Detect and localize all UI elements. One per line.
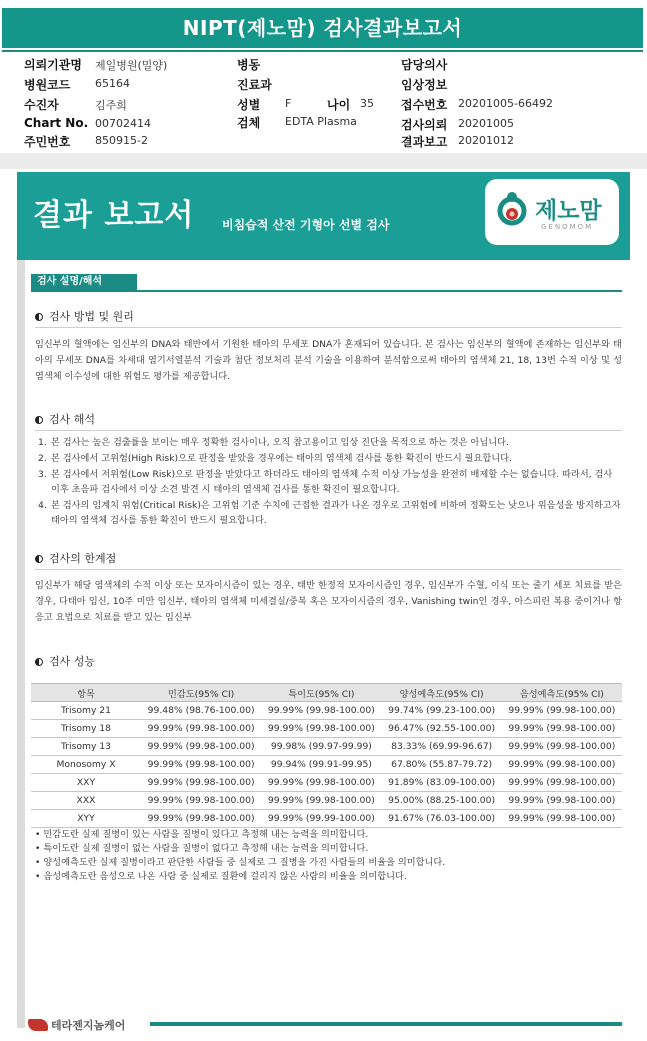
- column-header: 음성예측도(95% CI): [502, 684, 622, 702]
- resident-no-label: 주민번호: [24, 135, 71, 149]
- table-cell: 91.67% (76.03-100.00): [382, 810, 502, 828]
- table-cell: 99.94% (99.91-99.95): [261, 756, 381, 774]
- performance-heading-text: 검사 성능: [49, 655, 96, 668]
- performance-notes: [35, 828, 622, 884]
- request-label: 검사의뢰: [401, 118, 448, 132]
- item-text: 본 검사의 임계치 위험(Critical Risk)은 고위험 기준 수치에 근접한 결과가 나온 경우로 고위험에 비하여 정확도는 낮으나 위음성을 방지하고자 태아의 염색체 검사를 통한 확진이 반드시 필요합니다.: [51, 500, 621, 526]
- chart-no-label: Chart No.: [24, 116, 89, 130]
- banner-subtitle: 비침습적 산전 기형아 선별 검사: [222, 218, 390, 232]
- table-header-row: [31, 684, 622, 702]
- request-date: 20201005: [458, 117, 514, 130]
- table-cell: 99.99% (99.98-100.00): [502, 774, 622, 792]
- table-cell: 96.47% (92.55-100.00): [382, 720, 502, 738]
- table-row: [31, 810, 622, 828]
- company-logo: [28, 1017, 125, 1033]
- method-text: 임신부의 혈액에는 임신부의 DNA와 태반에서 기원한 태아의 무세포 DNA가 혼재되어 있습니다. 본 검사는 임신부의 혈액에 존재하는 임신부와 태아의 무세포 DNA를 차세대 염기서열분석 기술과 첨단 정보처리 분석 기술을 이용하여 분석함으로써 태아의 염색체 21, 18, 13번 수적 이상 및 성염색체 이수성에 대한 위험도 평가를 제공합니다.: [35, 339, 622, 382]
- resident-no-value: 850915-2: [95, 134, 148, 147]
- interpretation-heading: [35, 411, 95, 427]
- divider: [2, 50, 643, 52]
- side-strip: [17, 260, 25, 1028]
- age-value: 35: [360, 97, 374, 110]
- table-cell: 99.98% (99.97-99.99): [261, 738, 381, 756]
- sex-label: 성별: [237, 98, 261, 112]
- method-heading-text: 검사 방법 및 원리: [49, 310, 134, 323]
- institution-label: 의뢰기관명: [24, 58, 82, 72]
- table-cell: 99.99% (99.98-100.00): [141, 738, 261, 756]
- note-item: • 민감도란 실제 질병이 있는 사람을 질병이 있다고 측정해 내는 능력을 의미합니다.: [35, 828, 622, 842]
- table-row: [31, 720, 622, 738]
- table-cell: 99.99% (99.98-100.00): [141, 810, 261, 828]
- list-item: [35, 467, 622, 497]
- clinical-label: 임상정보: [401, 78, 448, 92]
- performance-table: [31, 683, 622, 828]
- table-cell: 99.99% (99.98-100.00): [141, 756, 261, 774]
- examinee-label: 수진자: [24, 98, 59, 112]
- item-text: 본 검사에서 고위험(High Risk)으로 판정을 받았을 경우에는 태아의 염색체 검사를 통한 확진이 반드시 필요합니다.: [51, 453, 512, 464]
- table-cell: Trisomy 18: [31, 720, 141, 738]
- table-cell: 99.99% (99.98-100.00): [502, 810, 622, 828]
- receipt-label: 접수번호: [401, 98, 448, 112]
- half-circle-icon: [35, 658, 43, 666]
- column-header: 특이도(95% CI): [261, 684, 381, 702]
- note-item: • 양성예측도란 실제 질병이라고 판단한 사람들 중 실제로 그 질병을 가진 사람들의 비율을 의미합니다.: [35, 856, 622, 870]
- table-cell: 99.99% (99.98-100.00): [261, 702, 381, 720]
- performance-heading: [35, 653, 95, 669]
- half-circle-icon: [35, 416, 43, 424]
- limits-heading-text: 검사의 한계점: [49, 552, 117, 565]
- table-cell: 99.99% (99.98-100.00): [261, 792, 381, 810]
- column-header: 민감도(95% CI): [141, 684, 261, 702]
- report-date: 20201012: [458, 134, 514, 147]
- item-number: 3.: [38, 469, 47, 480]
- table-cell: 99.99% (99.98-100.00): [502, 792, 622, 810]
- divider: [35, 569, 622, 570]
- table-row: [31, 756, 622, 774]
- company-name: 테라젠지놈케어: [51, 1019, 126, 1032]
- section-rule: [31, 290, 622, 292]
- half-circle-icon: [35, 313, 43, 321]
- table-cell: 91.89% (83.09-100.00): [382, 774, 502, 792]
- institution-value: 제일병원(밀양): [95, 59, 168, 72]
- table-cell: 99.99% (99.98-100.00): [502, 738, 622, 756]
- table-row: [31, 702, 622, 720]
- table-cell: XYY: [31, 810, 141, 828]
- logo-subtext: GENOMOM: [541, 223, 594, 231]
- half-circle-icon: [35, 555, 43, 563]
- table-cell: 99.99% (99.98-100.00): [502, 702, 622, 720]
- doctor-label: 담당의사: [401, 58, 448, 72]
- limits-text: 임신부가 해당 염색체의 수적 이상 또는 모자이시즘이 있는 경우, 태반 한정적 모자이시즘인 경우, 임신부가 수혈, 이식 또는 줄기 세포 치료를 받은 경우, 다태아 임신, 10주 미만 임신부, 태아의 염색체 미세결실/중복 혹은 모자이시즘의 경우, Vanishing twin인 경우, 아스피린 복용 중이거나 항 응고 요법으로 치료를 받고 있는 임신부: [35, 580, 622, 623]
- interpretation-list: [35, 435, 622, 529]
- dept-label: 진료과: [237, 78, 272, 92]
- table-cell: 99.99% (99.98-100.00): [502, 756, 622, 774]
- item-number: 2.: [38, 453, 47, 464]
- table-cell: 99.74% (99.23-100.00): [382, 702, 502, 720]
- banner-title: 결과 보고서: [33, 198, 195, 233]
- table-cell: 95.00% (88.25-100.00): [382, 792, 502, 810]
- list-item: [35, 435, 622, 450]
- divider: [35, 430, 622, 431]
- hospital-code-value: 65164: [95, 77, 130, 90]
- genomom-logo: [485, 179, 619, 245]
- separator-band: [0, 153, 647, 169]
- table-cell: 99.99% (99.98-100.00): [141, 774, 261, 792]
- chart-no-value: 00702414: [95, 117, 151, 130]
- patient-info: [0, 53, 647, 153]
- hospital-code-label: 병원코드: [24, 78, 71, 92]
- note-item: • 음성예측도란 음성으로 나온 사람 중 실제로 질환에 걸리지 않은 사람의 비율을 의미합니다.: [35, 870, 622, 884]
- interpretation-heading-text: 검사 해석: [49, 413, 96, 426]
- sex-value: F: [285, 97, 292, 110]
- logo-text: 제노맘: [535, 198, 602, 224]
- specimen-value: EDTA Plasma: [285, 115, 357, 128]
- table-cell: Trisomy 21: [31, 702, 141, 720]
- list-item: [35, 451, 622, 466]
- table-row: [31, 774, 622, 792]
- table-cell: 99.99% (99.99-100.00): [261, 810, 381, 828]
- column-header: 항목: [31, 684, 141, 702]
- age-label: 나이: [327, 98, 351, 112]
- item-text: 본 검사에서 저위험(Low Risk)으로 판정을 받았다고 하더라도 태아의 염색체 수적 이상 가능성을 완전히 배제할 수는 없습니다. 따라서, 검사 이후 초음파 검사에서 이상 소견 발견 시 태아의 염색체 검사를 통한 확진이 필요합니다.: [51, 469, 613, 495]
- table-cell: XXX: [31, 792, 141, 810]
- divider: [35, 327, 622, 328]
- table-cell: 99.99% (99.98-100.00): [261, 774, 381, 792]
- examinee-value: 김주희: [95, 99, 127, 112]
- footer-rule: [150, 1022, 622, 1026]
- table-cell: 99.99% (99.98-100.00): [502, 720, 622, 738]
- table-cell: XXY: [31, 774, 141, 792]
- result-banner: [17, 172, 630, 260]
- table-cell: 67.80% (55.87-79.72): [382, 756, 502, 774]
- table-cell: 99.99% (99.98-100.00): [141, 720, 261, 738]
- limits-heading: [35, 550, 116, 566]
- report-title: NIPT(제노맘) 검사결과보고서: [2, 8, 643, 48]
- specimen-label: 검체: [237, 116, 261, 130]
- item-text: 본 검사는 높은 검출률을 보이는 매우 정확한 검사이나, 오직 참고용이고 임상 진단을 목적으로 하는 것은 아닙니다.: [51, 437, 509, 448]
- table-cell: 99.48% (98.76-100.00): [141, 702, 261, 720]
- item-number: 4.: [38, 500, 47, 511]
- table-row: [31, 738, 622, 756]
- genomom-logo-icon: [495, 191, 529, 231]
- report-label: 결과보고: [401, 135, 448, 149]
- company-mark-icon: [28, 1019, 48, 1031]
- section-tab: 검사 설명/해석: [31, 274, 137, 290]
- table-cell: 99.99% (99.98-100.00): [261, 720, 381, 738]
- table-row: [31, 792, 622, 810]
- table-cell: 83.33% (69.99-96.67): [382, 738, 502, 756]
- item-number: 1.: [38, 437, 47, 448]
- table-cell: 99.99% (99.98-100.00): [141, 792, 261, 810]
- table-cell: Trisomy 13: [31, 738, 141, 756]
- ward-label: 병동: [237, 58, 261, 72]
- receipt-value: 20201005-66492: [458, 97, 553, 110]
- note-item: • 특이도란 실제 질병이 없는 사람을 질병이 없다고 측정해 내는 능력을 의미합니다.: [35, 842, 622, 856]
- table-cell: Monosomy X: [31, 756, 141, 774]
- column-header: 양성예측도(95% CI): [382, 684, 502, 702]
- method-heading: [35, 308, 134, 324]
- list-item: [35, 498, 622, 528]
